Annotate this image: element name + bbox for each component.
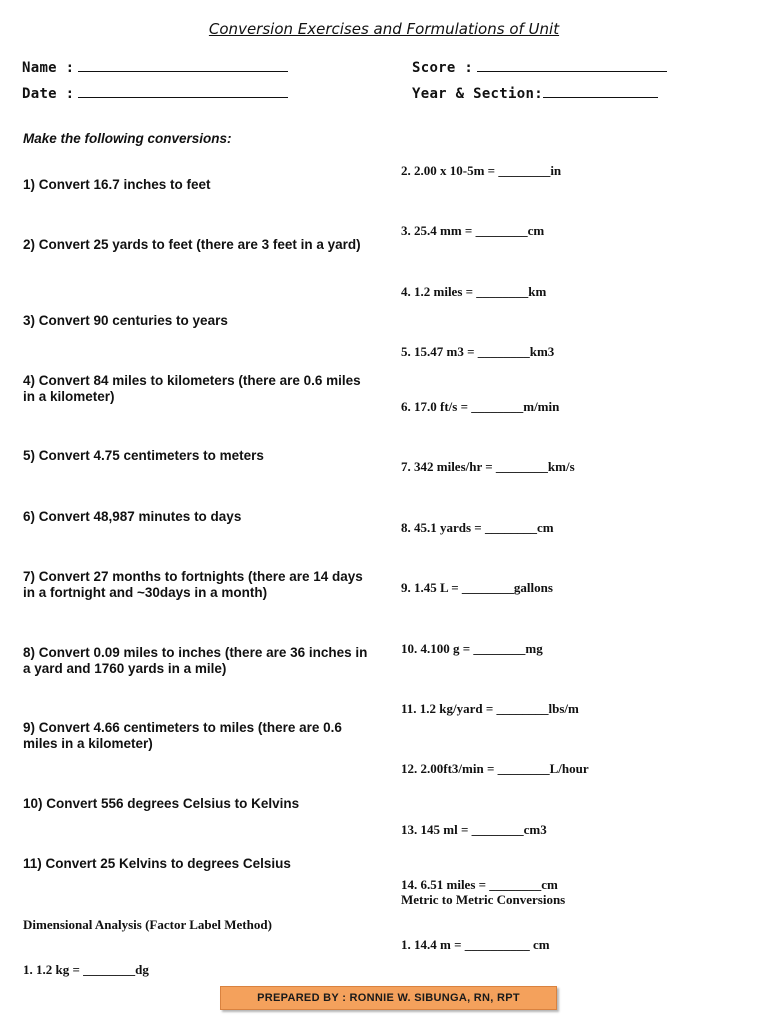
page-title: Conversion Exercises and Formulations of Unit xyxy=(208,20,560,38)
year-section-field xyxy=(412,83,658,102)
question-7: 7) Convert 27 months to fortnights (there are 14 days in a fortnight and ~30days in a month) xyxy=(23,569,363,600)
score-field xyxy=(412,57,667,76)
question-3: 3) Convert 90 centuries to years xyxy=(23,313,228,328)
date-blank[interactable] xyxy=(78,83,288,98)
name-label: Name : xyxy=(22,60,75,76)
conversion-item: 8. 45.1 yards = ________cm xyxy=(401,520,554,535)
conversion-item: 5. 15.47 m3 = ________km3 xyxy=(401,344,555,359)
year-section-blank[interactable] xyxy=(543,83,658,98)
conversion-item: 14. 6.51 miles = ________cm xyxy=(401,877,558,892)
question-4: 4) Convert 84 miles to kilometers (there are 0.6 miles in a kilometer) xyxy=(23,373,361,404)
dimensional-item: 1. 1.2 kg = ________dg xyxy=(23,962,149,977)
conversion-item: 3. 25.4 mm = ________cm xyxy=(401,223,545,238)
question-5: 5) Convert 4.75 centimeters to meters xyxy=(23,448,264,463)
conversion-item: 2. 2.00 x 10-5m = ________in xyxy=(401,163,562,178)
conversion-item: 7. 342 miles/hr = ________km/s xyxy=(401,459,575,474)
year-section-label: Year & Section: xyxy=(412,86,543,102)
conversion-item: 6. 17.0 ft/s = ________m/min xyxy=(401,399,560,414)
name-blank[interactable] xyxy=(78,57,288,72)
metric-heading: Metric to Metric Conversions xyxy=(401,892,566,907)
instructions: Make the following conversions: xyxy=(23,131,232,146)
question-11: 11) Convert 25 Kelvins to degrees Celsius xyxy=(23,856,291,871)
question-10: 10) Convert 556 degrees Celsius to Kelvins xyxy=(23,796,300,811)
conversion-item: 4. 1.2 miles = ________km xyxy=(401,284,547,299)
conversion-item: 12. 2.00ft3/min = ________L/hour xyxy=(401,761,589,776)
question-8: 8) Convert 0.09 miles to inches (there are 36 inches in a yard and 1760 yards in a mile) xyxy=(23,645,368,676)
metric-item: 1. 14.4 m = __________ cm xyxy=(401,937,550,952)
conversion-item: 11. 1.2 kg/yard = ________lbs/m xyxy=(401,701,579,716)
question-9: 9) Convert 4.66 centimeters to miles (there are 0.6 miles in a kilometer) xyxy=(23,720,342,751)
date-label: Date : xyxy=(22,86,75,102)
conversion-item: 13. 145 ml = ________cm3 xyxy=(401,822,547,837)
date-field xyxy=(22,83,288,102)
prepared-by-banner: PREPARED BY : RONNIE W. SIBUNGA, RN, RPT xyxy=(220,986,557,1010)
question-6: 6) Convert 48,987 minutes to days xyxy=(23,509,242,524)
conversion-item: 10. 4.100 g = ________mg xyxy=(401,641,543,656)
name-field xyxy=(22,57,288,76)
score-blank[interactable] xyxy=(477,57,667,72)
question-2: 2) Convert 25 yards to feet (there are 3 feet in a yard) xyxy=(23,237,361,252)
score-label: Score : xyxy=(412,60,474,76)
conversion-item: 9. 1.45 L = ________gallons xyxy=(401,580,553,595)
question-1: 1) Convert 16.7 inches to feet xyxy=(23,177,211,192)
dimensional-heading: Dimensional Analysis (Factor Label Method) xyxy=(23,917,272,932)
